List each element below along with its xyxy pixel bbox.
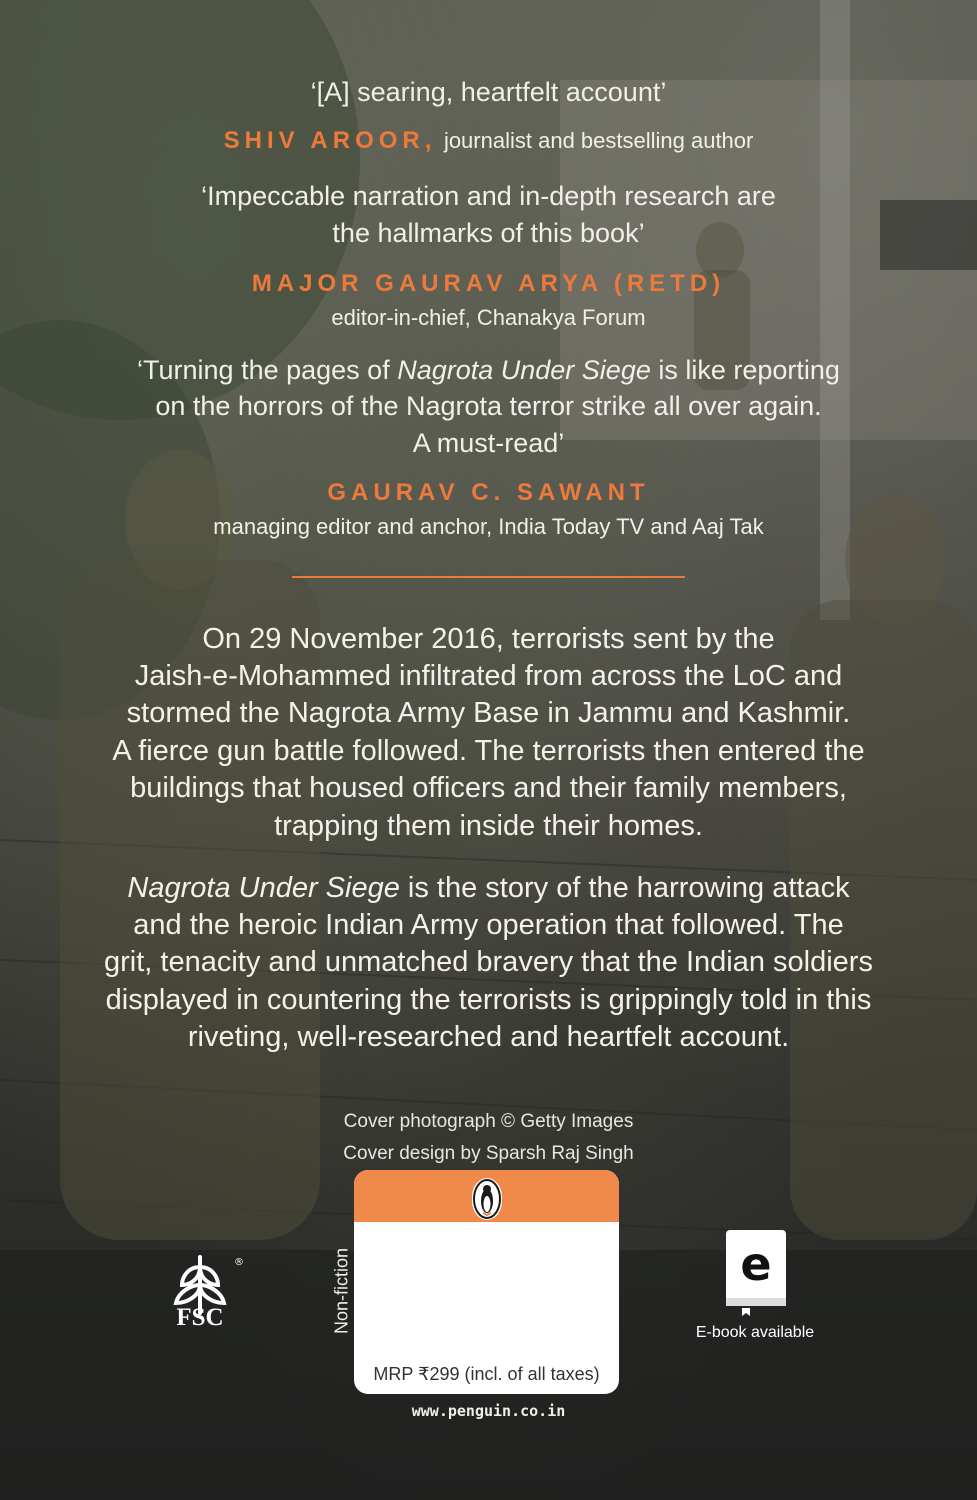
design-credit: Cover design by Sparsh Raj Singh	[343, 1143, 634, 1164]
quote-3-text-1b: is like reporting	[650, 355, 840, 385]
quote-1-text: ‘[A] searing, heartfelt account’	[310, 77, 667, 107]
mrp-text: MRP ₹299 (incl. of all taxes)	[373, 1364, 600, 1384]
blurb-p1-line-3: stormed the Nagrota Army Base in Jammu and Kashmir.	[126, 697, 851, 729]
quote-2-attribution	[0, 264, 977, 302]
quote-3-book-title: Nagrota Under Siege	[397, 355, 651, 385]
blurb-p2-line-1	[0, 870, 977, 907]
quote-3-text-1a: ‘Turning the pages of	[137, 355, 398, 385]
svg-text:®: ®	[234, 1257, 244, 1268]
publisher-website: www.penguin.co.in	[411, 1402, 566, 1420]
quote-3-author: GAURAV C. SAWANT	[327, 479, 650, 506]
quote-3-text-3: A must-read’	[412, 428, 565, 458]
blurb-p1-line-4: A fierce gun battle followed. The terrorists then entered the	[112, 735, 865, 767]
blurb-p2-line-1-rest: is the story of the harrowing attack	[399, 872, 850, 904]
quote-1-attribution	[0, 121, 977, 159]
quote-1-role: journalist and bestselling author	[443, 128, 754, 153]
quote-2-line-2	[0, 215, 977, 251]
fsc-label: FSC	[176, 1304, 224, 1331]
blurb-book-title: Nagrota Under Siege	[127, 872, 400, 904]
price-box	[354, 1170, 619, 1394]
genre-text: Non-fiction	[331, 1247, 352, 1335]
quote-2-text-2: the hallmarks of this book’	[332, 218, 645, 248]
blurb-p2-line-5: riveting, well-researched and heartfelt account.	[187, 1021, 790, 1053]
blurb-p1-line-5: buildings that housed officers and their family members,	[130, 772, 847, 804]
penguin-logo-icon	[472, 1178, 502, 1220]
quote-2-role-line	[0, 298, 977, 336]
quote-3-role-line	[0, 507, 977, 545]
quote-2-text-1: ‘Impeccable narration and in-depth research are	[201, 181, 776, 211]
ebook-icon	[724, 1228, 788, 1316]
quote-3-role: managing editor and anchor, India Today TV and Aaj Tak	[213, 514, 764, 539]
quote-1	[0, 74, 977, 110]
quote-3-attribution	[0, 473, 977, 511]
quote-3-line-1	[0, 352, 977, 388]
quote-3-line-2	[0, 388, 977, 424]
blurb-p2-line-2: and the heroic Indian Army operation that followed. The	[133, 909, 844, 941]
ebook-label: E-book available	[695, 1324, 815, 1341]
blurb-p2-line-3: grit, tenacity and unmatched bravery that the Indian soldiers	[104, 946, 873, 978]
blurb-p1-line-6: trapping them inside their homes.	[274, 810, 703, 842]
quote-3-text-2: on the horrors of the Nagrota terror strike all over again.	[155, 391, 822, 421]
quote-3-line-3	[0, 425, 977, 461]
blurb-p1-line-2: Jaish-e-Mohammed infiltrated from across the LoC and	[134, 660, 843, 692]
divider-line	[292, 576, 685, 578]
quote-2-author: MAJOR GAURAV ARYA (RETD)	[251, 270, 726, 297]
svg-text:e: e	[740, 1237, 772, 1291]
quote-2-line-1	[0, 178, 977, 214]
blurb-p1-line-1: On 29 November 2016, terrorists sent by the	[202, 623, 775, 655]
quote-2-role: editor-in-chief, Chanakya Forum	[331, 305, 646, 330]
quote-1-author: SHIV AROOR,	[223, 127, 437, 154]
photo-credit: Cover photograph © Getty Images	[343, 1111, 634, 1132]
blurb-p2-line-4: displayed in countering the terrorists is grippingly told in this	[105, 984, 872, 1016]
